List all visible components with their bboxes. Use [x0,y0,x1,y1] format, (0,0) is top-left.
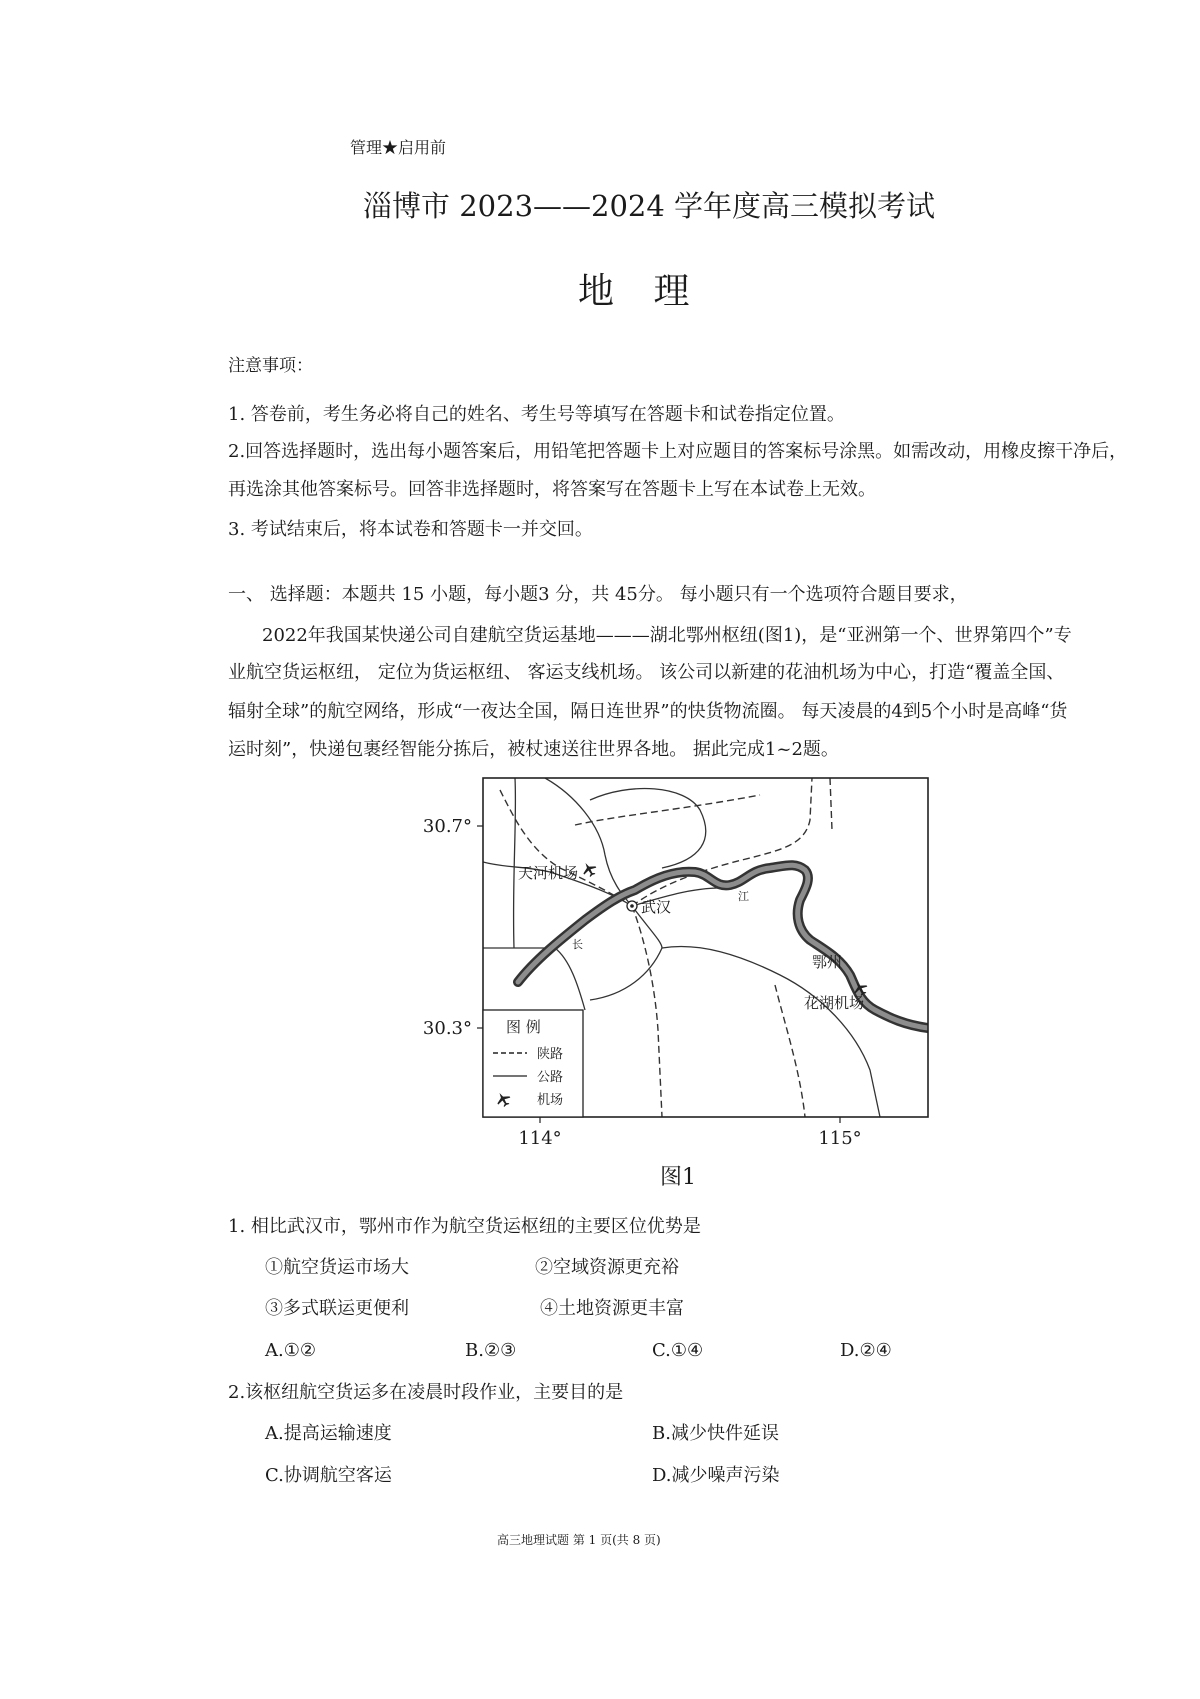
legend-road-label: 公路 [537,1070,564,1085]
notice-line: 3. 考试结束后，将本试卷和答题卡一并交回。 [228,519,593,540]
legend-airport-label: 机场 [537,1093,564,1108]
river-label: 江 [738,890,749,903]
railway [775,985,805,1117]
material-line: 2022年我国某快递公司自建航空货运基地———湖北鄂州枢纽(图1)，是“亚洲第一个、世界第四个”专 [262,625,1072,646]
section-heading: 一、 选择题：本题共 15 小题，每小题3 分，共 45分。 每小题只有一个选项符合题目要求， [228,584,968,605]
railway [575,795,760,825]
material-line: 辐射全球”的航空网络，形成“一夜达全国，隔日连世界”的快货物流圈。 每天凌晨的4到5个小时是高峰“货 [228,701,1068,722]
wuhan-label: 武汉 [641,898,672,916]
choice-b: B.②③ [465,1340,517,1361]
lon-label: 115° [818,1128,862,1149]
statement: ②空域资源更充裕 [535,1257,679,1278]
huahu-airport-label: 花湖机场 [804,994,865,1012]
ezhou-label: 鄂州 [812,953,843,971]
statement: ①航空货运市场大 [265,1257,409,1278]
legend-railway-label: 陕路 [537,1047,564,1062]
notice-line: 2.回答选择题时，选出每小题答案后，用铅笔把答题卡上对应题目的答案标号涂黑。如需改动，用橡皮擦干净后， [228,441,1128,462]
choice-c: C.①④ [652,1340,704,1361]
road [514,778,516,948]
material-line: 运时刻”，快递包裹经智能分拣后，被杖速送往世界各地。 据此完成1~2题。 [228,739,839,760]
map-legend [483,1010,583,1117]
lat-label: 30.7° [422,816,472,837]
page-footer: 高三地理试题 第 1 页(共 8 页) [497,1533,661,1547]
lat-label: 30.3° [422,1018,472,1039]
choice-d: D.减少噪声污染 [652,1465,780,1486]
railway [500,790,632,906]
notice-line: 再选涂其他答案标号。回答非选择题时，将答案写在答题卡上写在本试卷上无效。 [228,479,876,500]
airplane-icon [579,859,598,879]
question-2-stem: 2.该枢纽航空货运多在凌晨时段作业，主要目的是 [228,1382,624,1403]
river-label: 长 [572,938,583,951]
figure-1-map [400,770,940,1155]
exam-title: 淄博市 2023——2024 学年度高三模拟考试 [363,189,936,223]
choice-c: C.协调航空客运 [265,1465,392,1486]
railway [830,778,832,830]
tianhe-airport-label: 天河机场 [518,864,579,882]
statement: ③多式联运更便利 [265,1298,409,1319]
legend-title: 图 例 [506,1018,541,1036]
notice-line: 1. 答卷前，考生务必将自己的姓名、考生号等填写在答题卡和试卷指定位置。 [228,404,845,425]
road [590,789,706,868]
figure-caption: 图1 [660,1165,696,1190]
choice-d: D.②④ [840,1340,892,1361]
subject-title: 地 理 [578,271,704,312]
choice-b: B.减少快件延误 [652,1423,779,1444]
lon-label: 114° [518,1128,562,1149]
question-1-stem: 1. 相比武汉市，鄂州市作为航空货运枢纽的主要区位优势是 [228,1216,701,1237]
railway [632,906,662,1117]
city-point-icon [627,901,637,911]
choice-a: A.①② [265,1340,316,1361]
choice-a: A.提高运输速度 [265,1423,392,1444]
statement: ④土地资源更丰富 [540,1298,684,1319]
material-line: 业航空货运枢纽， 定位为货运枢纽、 客运支线机场。 该公司以新建的花油机场为中心，打造“覆盖全国、 [228,662,1065,683]
secret-mark: 管理★启用前 [350,138,447,157]
road [545,778,632,906]
notice-heading: 注意事项： [228,356,313,376]
